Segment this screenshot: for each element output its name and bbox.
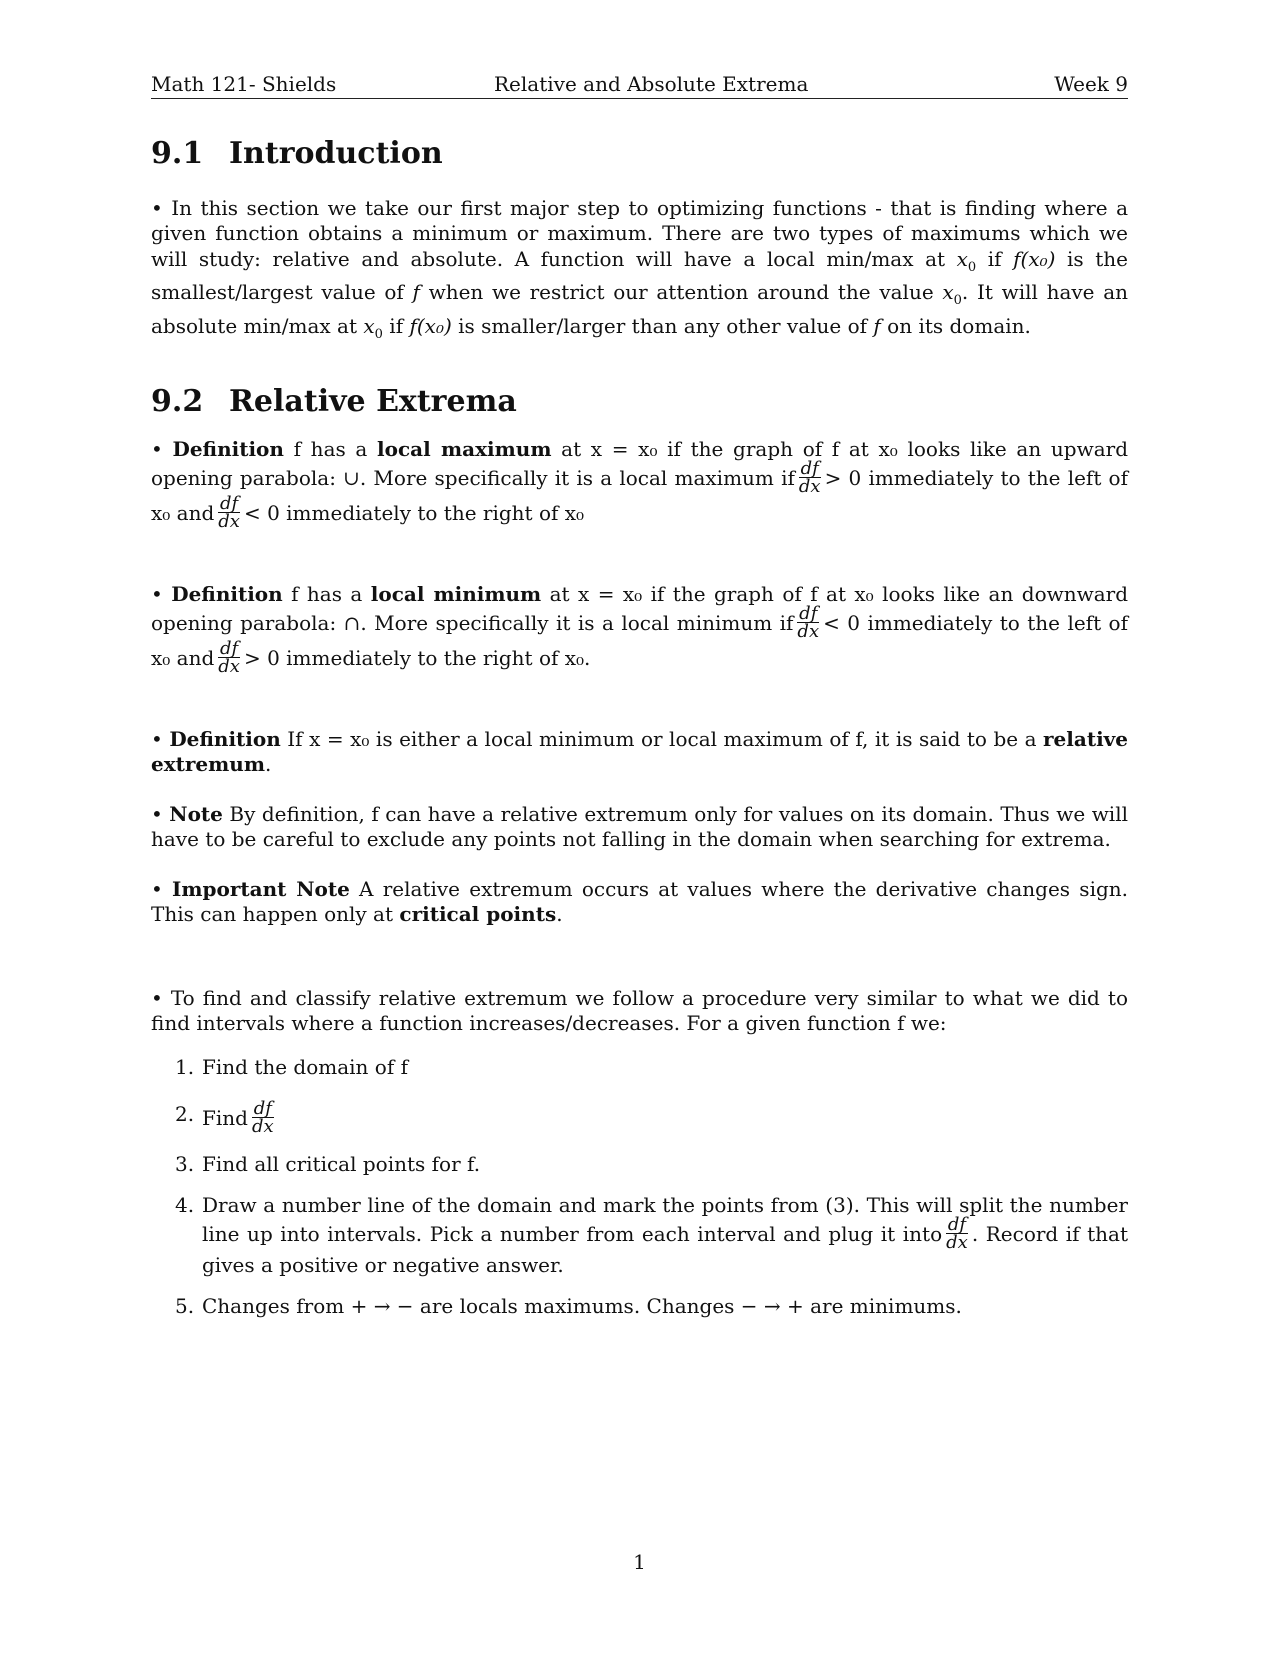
- math-x0: x: [363, 313, 375, 338]
- bullet: •: [151, 582, 172, 606]
- def-text: at x = x₀ if the graph of f at x₀ looks like an downward opening parabola: ∩. More specifically it is a local minimum if: [151, 582, 1129, 636]
- derivative-fraction: [946, 1214, 968, 1254]
- page-number: 1: [633, 1550, 646, 1574]
- def-text: < 0 immediately to the left of x₀ and: [151, 611, 1128, 671]
- frac-numerator: df: [220, 493, 239, 515]
- frac-denominator: dx: [946, 1232, 968, 1254]
- section-number: 9.2: [151, 384, 204, 419]
- def-text: at x = x₀ if the graph of f at x₀ looks like an upward opening parabola: ∪. More specifically it is a local maximum if: [151, 437, 1128, 491]
- math-x0: x: [956, 246, 968, 271]
- section-title: Relative Extrema: [229, 384, 517, 419]
- frac-numerator: df: [220, 638, 239, 660]
- frac-numerator: df: [253, 1098, 272, 1120]
- term-relative-extremum: relative extremum: [151, 727, 1129, 777]
- step-text: Draw a number line of the domain and mark the points from (3). This will split the number line up into intervals. Pick a number from each interval and plug it into: [202, 1192, 1128, 1247]
- definition-label: Definition: [169, 727, 281, 751]
- section-title: Introduction: [229, 136, 443, 171]
- list-item: [175, 1193, 1128, 1279]
- step-text: Changes from + → − are locals maximums. Changes − → + are minimums.: [202, 1293, 962, 1318]
- math-fx0: f(x₀): [1013, 246, 1056, 271]
- important-text: A relative extremum occurs at values where the derivative changes sign. This can happen only at: [151, 877, 1129, 927]
- section-number: 9.1: [151, 136, 204, 171]
- intro-text-2: if: [976, 246, 1014, 271]
- definition-local-minimum: [151, 582, 1128, 677]
- math-f: f: [873, 313, 881, 338]
- section-heading-relative-extrema: [151, 384, 517, 419]
- derivative-fraction: [218, 493, 240, 533]
- intro-text-3: is the smallest/largest value of: [151, 246, 1128, 305]
- list-item: [175, 1294, 1128, 1319]
- section-heading-introduction: [151, 136, 443, 171]
- step-text: Find all critical points for f.: [202, 1152, 481, 1177]
- procedure-intro: • To find and classify relative extremum we follow a procedure very similar to what we did to find intervals where a function increases/decreases. For a given function f we:: [151, 986, 1128, 1036]
- header-topic: Relative and Absolute Extrema: [494, 72, 809, 96]
- frac-denominator: dx: [798, 476, 821, 498]
- derivative-fraction: [218, 638, 240, 678]
- list-index: 5.: [175, 1293, 195, 1318]
- def-text: .: [265, 752, 272, 777]
- term-local-maximum: local maximum: [377, 437, 552, 461]
- definition-local-maximum: [151, 437, 1128, 532]
- math-f: f: [412, 280, 420, 305]
- note-text: By definition, f can have a relative extremum only for values on its domain. Thus we will have to be careful to exclude any points not falling in the domain when searching for extrema.: [151, 802, 1129, 852]
- frac-numerator: df: [800, 458, 819, 480]
- list-item: [175, 1152, 1128, 1177]
- frac-numerator: df: [799, 603, 818, 625]
- intro-text-1: • In this section we take our first major step to optimizing functions - that is finding where a given function obtains a minimum or maximum. There are two types of maximums which we will study: relative and absolute. A function will have a local min/max at: [151, 196, 1128, 271]
- frac-denominator: dx: [218, 511, 240, 533]
- frac-denominator: dx: [797, 621, 820, 643]
- note-label: Note: [169, 802, 223, 826]
- important-note-label: Important Note: [172, 877, 350, 901]
- bullet: •: [151, 802, 170, 826]
- intro-text-5: . It will have an absolute min/max at: [151, 280, 1129, 338]
- header-week: Week 9: [1054, 72, 1128, 96]
- definition-label: Definition: [172, 437, 284, 461]
- definition-label: Definition: [171, 582, 283, 606]
- frac-numerator: df: [947, 1214, 967, 1236]
- derivative-fraction: [797, 603, 820, 643]
- derivative-fraction: [798, 458, 821, 498]
- math-x0: x: [942, 280, 954, 305]
- bullet: •: [151, 877, 173, 901]
- def-text: f has a: [283, 437, 378, 461]
- list-item: [175, 1098, 1128, 1138]
- list-index: 2.: [175, 1102, 195, 1127]
- list-index: 1.: [175, 1055, 195, 1079]
- def-text: > 0 immediately to the right of x₀.: [243, 646, 591, 671]
- def-text: If x = x₀ is either a local minimum or local maximum of f, it is said to be a: [280, 727, 1044, 751]
- intro-text-6: if: [382, 313, 410, 338]
- note-paragraph: [151, 802, 1128, 853]
- step-text: Find the domain of f: [202, 1055, 408, 1079]
- def-text: < 0 immediately to the right of x₀: [243, 501, 585, 526]
- intro-paragraph: • In this section we take our first major step to optimizing functions - that is finding where a given function obtains a minimum or maximum. There are two types of maximums which we will study: relative and absolute. A function will have a local min/max at $x_0$ if f(x₀) is the smallest/largest value of f when we restrict our attention around the value $x_0$. It will have an absolute min/max at $x_0$ if f(x₀) is smaller/larger than any other value of f on its domain.: [151, 196, 1129, 342]
- important-note-paragraph: [151, 877, 1128, 928]
- step-text: . Record if that gives a positive or negative answer.: [202, 1222, 1129, 1278]
- bullet: •: [151, 727, 170, 751]
- def-text: > 0 immediately to the left of x₀ and: [151, 466, 1128, 526]
- important-text: .: [556, 902, 563, 927]
- header-course: Math 121- Shields: [151, 72, 337, 96]
- list-index: 3.: [175, 1152, 195, 1177]
- procedure-steps: [175, 1055, 1128, 1334]
- math-fx0: f(x₀): [409, 313, 452, 338]
- derivative-fraction: [251, 1098, 274, 1138]
- running-header: [151, 70, 1128, 99]
- bullet: •: [151, 437, 173, 461]
- step-text: Find: [202, 1106, 248, 1131]
- frac-denominator: dx: [251, 1116, 274, 1138]
- list-index: 4.: [175, 1192, 195, 1217]
- definition-relative-extremum: [151, 727, 1128, 778]
- intro-text-8: on its domain.: [880, 313, 1031, 338]
- frac-denominator: dx: [218, 656, 240, 678]
- term-local-minimum: local minimum: [370, 582, 542, 606]
- def-text: f has a: [282, 582, 371, 606]
- list-item: [175, 1055, 1128, 1080]
- term-critical-points: critical points: [399, 902, 557, 927]
- intro-text-4: when we restrict our attention around the value: [419, 280, 943, 305]
- intro-text-7: is smaller/larger than any other value of: [451, 313, 874, 338]
